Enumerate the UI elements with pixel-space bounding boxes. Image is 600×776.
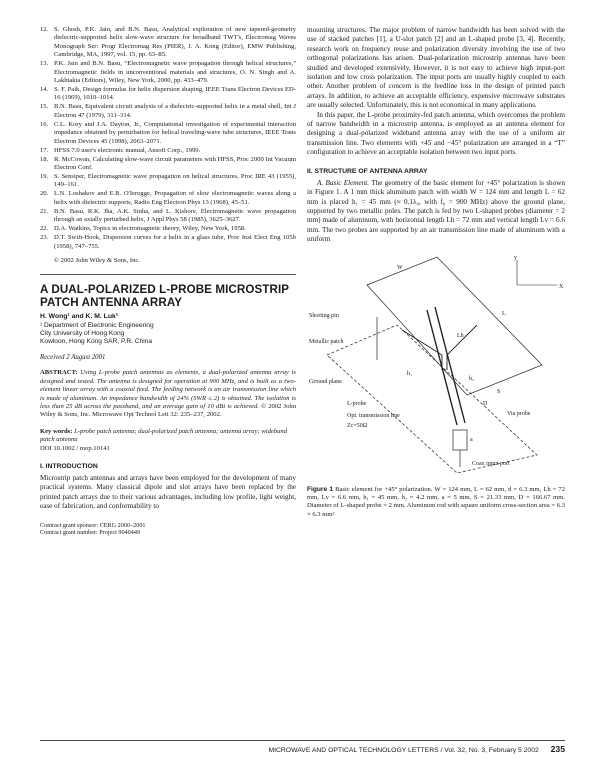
article-title: A DUAL-POLARIZED L-PROBE MICROSTRIP PATCH ANTENNA ARRAY bbox=[40, 283, 289, 310]
reference-item bbox=[40, 121, 296, 146]
page-number: 235 bbox=[550, 744, 565, 754]
label-l-probe: L-probe bbox=[347, 400, 367, 407]
received-date: Received 2 August 2001 bbox=[40, 354, 106, 362]
label-shorting-pin: Shorting pin bbox=[309, 312, 339, 319]
left-column bbox=[40, 26, 296, 537]
ground-plane-shape bbox=[327, 325, 537, 473]
reference-item bbox=[40, 173, 296, 190]
basic-element-paragraph bbox=[307, 179, 565, 245]
keywords bbox=[40, 428, 296, 453]
introduction-paragraph: Microstrip patch antennas and arrays have been employed for the development of many practical systems. Many classical dipole and slot arrays have been replaced by the printed patch arrays due to their various advantages, including low profile, light weight, ease of fabrication, and conformability to bbox=[40, 473, 296, 511]
basic-element-text: The geometry of the basic element for +45° polarization is shown in Figure 1. A 1 mm thick aluminum patch with width W = 124 mm and length L = 62 mm is placed h₁ = 45 mm (≈ 0.1λ₀, with f₀ = 900 MHz) above the ground plane, supported by two metallic poles. The patch is fed by two L-shaped probes (diameter = 2 mm) made of aluminum, with horizontal length Lh = 72 mm and vertical length Lv = 6.6 mm. The two probes are supported by an air transmission line made of aluminum with a uniform bbox=[307, 178, 565, 244]
basic-element-lead: A. Basic Element. bbox=[317, 178, 370, 187]
reference-number: 23. bbox=[40, 234, 49, 242]
reference-text: L.N. Loshakov and E.B. O'Ierogge, Propagation of slow electromagnetic waves along a helix with dielectric supports, Radio Eng Electron Phys 13 (1968), 45–51. bbox=[54, 190, 296, 206]
keywords-label: Key words: bbox=[40, 427, 73, 435]
label-s: S bbox=[497, 388, 501, 395]
reference-text: HFSS 7.0 user's electronic manual, Ansoft Corp., 1999. bbox=[54, 146, 201, 154]
reference-item bbox=[40, 147, 296, 155]
reference-number: 21. bbox=[40, 207, 49, 215]
abstract bbox=[40, 369, 296, 419]
label-via-probe: Via probe bbox=[507, 410, 531, 417]
journal-running-title: MICROWAVE AND OPTICAL TECHNOLOGY LETTERS / Vol. 32, No. 3, February 5 2002 bbox=[268, 747, 539, 754]
l-probe-2 bbox=[447, 325, 477, 370]
label-h2: h₂ bbox=[469, 375, 475, 382]
label-zc: Zc=50Ω bbox=[347, 422, 368, 429]
label-y: y bbox=[514, 254, 517, 261]
page-footer bbox=[40, 740, 565, 754]
affiliation-line-1: ¹ Department of Electronic Engineering bbox=[40, 321, 154, 329]
reference-text: S. Sensiper, Electromagnetic wave propagation on helical structures, Proc IRE 43 (1955), 149–161. bbox=[54, 173, 296, 189]
reference-text: D.T. Swift-Hook, Dispersion curves for a helix in a glass tube, Proc Inst Elect Eng 105b (1958), 747–755. bbox=[54, 234, 296, 250]
label-l: L bbox=[502, 310, 506, 317]
label-lh: Lh bbox=[457, 332, 464, 339]
keywords-text: L-probe patch antenna; dual-polarized patch antenna; antenna array; wideband patch antenna bbox=[40, 427, 288, 444]
reference-text: S. Ghosh, P.K. Jain, and B.N. Basu, Analytical exploration of new tapered-geometry dielectric-supported helix slow-wave structure for broadband TWT's, Electromag Waves Monograph Ser: Progr Electromag Res (PIER), J. A. Kong (Editor), EMW Publishing, Cambridge, MA, 1997, vol. 15, pp. 63–85. bbox=[54, 26, 296, 59]
affiliation-line-2: City University of Hong Kong bbox=[40, 329, 125, 337]
label-d: D bbox=[483, 400, 488, 407]
reference-number: 20. bbox=[40, 190, 49, 198]
reference-number: 15. bbox=[40, 103, 49, 111]
reference-item bbox=[40, 86, 296, 103]
abstract-label: ABSTRACT: bbox=[40, 369, 78, 377]
affiliation-line-3: Kowloon, Hong Kong SAR, P.R. China bbox=[40, 338, 153, 346]
footnotes bbox=[40, 522, 296, 538]
label-ground-plane: Ground plane bbox=[309, 378, 342, 385]
abstract-text: Using L-probe patch antennas as elements, a dual-polarized antenna array is designed and tested. The antenna is designed for operation at 900 MHz, and is built as a two-element linear array with a coaxial feed. The feeding network is an air transmission line which is made of aluminum. An impedance bandwidth of 24% (SWR ≤ 2) is obtained. The isolation is less than 25 dB across the passband, and an average gain of 10 dBi is achieved. bbox=[40, 369, 296, 410]
reference-number: 22. bbox=[40, 225, 49, 233]
reference-item bbox=[40, 60, 296, 85]
doi: DOI 10.1002 / mop.10141 bbox=[40, 444, 110, 452]
label-a: a bbox=[470, 436, 473, 443]
reference-number: 17. bbox=[40, 146, 49, 154]
reference-item bbox=[40, 26, 296, 60]
figure-caption-text: Basic element for +45° polarization. W = 124 mm, L = 62 mm, d = 6.3 mm, Lh = 72 mm, Lv = 6.6 mm, h₁ = 45 mm, h₂ = 4.2 mm, a = 5 mm, S = 21.33 mm, D = 166.67 mm. Diameter of L-shaped probe = 2 mm. Aluminum rod with square uniform cross-section area = 6.3 × 6.3 mm² bbox=[307, 485, 566, 518]
label-h1: h₁ bbox=[407, 370, 413, 377]
reference-text: B.N. Basu, Equivalent circuit analysis of a dielectric-supported helix in a metal shell, Int J Electron 47 (1979), 311–314. bbox=[54, 103, 296, 119]
label-x: X bbox=[559, 283, 564, 290]
abstract-tail: © 2002 John Wiley & Sons, Inc. Microwave Opt Technol Lett 32: 235–237, 2002. bbox=[40, 402, 296, 419]
copyright: © 2002 John Wiley & Sons, Inc. bbox=[54, 257, 140, 265]
reference-text: P.K. Jain and B.N. Basu, “Electromagnetic wave propagation through helical structures,” Electromagnetic fields in unconventional materials and structures, O. N. Singh and A. Lakhtakia (Editors), Wiley, New York, 2000, pp. 433–479. bbox=[54, 60, 296, 85]
reference-list bbox=[40, 26, 296, 251]
l-probe-1 bbox=[402, 330, 442, 370]
reference-number: 16. bbox=[40, 120, 49, 128]
divider bbox=[40, 274, 296, 275]
reference-item bbox=[40, 190, 296, 207]
reference-text: B.N. Basu, R.K. Jha, A.K. Sinha, and L. Kishore, Electromagnetic wave propagation through an axially perturbed helix, J Appl Phys 58 (1985), 3625–3627. bbox=[54, 207, 296, 224]
reference-number: 13. bbox=[40, 60, 49, 68]
section-heading-structure: II. STRUCTURE OF ANTENNA ARRAY bbox=[307, 167, 428, 175]
metallic-patch-shape bbox=[367, 254, 542, 395]
reference-item bbox=[40, 234, 296, 251]
footnote-sponsor: Contract grant sponsor: CERG 2000–2001 bbox=[40, 521, 146, 529]
coax-shape bbox=[453, 430, 467, 450]
reference-text: R. McCowan, Calculating slow-wave circuit parameters with HFSS, Proc 2000 Int Vacuum Electron Conf. bbox=[54, 155, 296, 172]
footnote-grant: Contract grant number: Project 9040449 bbox=[40, 529, 141, 537]
reference-item bbox=[40, 156, 296, 173]
reference-number: 12. bbox=[40, 26, 49, 33]
label-opt-line: Opt. transmission line bbox=[347, 412, 400, 419]
intro-continued: mounting structures. The major problem of narrow bandwidth has been solved with the use of stacked patches [1], a U-slot patch [2] and an L-shaped probe [3, 4]. Recently, research work on frequency reuse and polarization diversity involving the use of two orthogonal polarizations has arisen. Dual-polarization microstrip antennas have been studied and developed extensively. However, it is not easy to achieve high input-port isolation and low cross polarization. The input ports are usually highly coupled to each other. Another problem of concern is the feedline loss in the design of printed patch arrays. In addition, to achieve an acceptable efficiency, expensive microwave substrates are usually selected. Unfortunately, this is not economical in many applications. bbox=[307, 26, 565, 110]
reference-text: S. F. Paik, Design formulas for helix dispersion shaping, IEEE Trans Electron Devices ED-16 (1969), 1010–1014. bbox=[54, 86, 296, 102]
reference-item bbox=[40, 103, 296, 120]
reference-number: 18. bbox=[40, 155, 49, 163]
figure-1 bbox=[307, 255, 565, 480]
reference-number: 14. bbox=[40, 86, 49, 94]
reference-number: 19. bbox=[40, 173, 49, 181]
section-heading-introduction: I. INTRODUCTION bbox=[40, 462, 98, 470]
reference-text: C.L. Kory and J.A. Dayton, Jr., Computational investigation of experimental interaction impedance obtained by perturbation for helical traveling-wave tube structures, IEEE Trans Electron Devices 45 (1998), 2063–2071. bbox=[54, 120, 296, 145]
authors: H. Wong¹ and K. M. Luk¹ bbox=[40, 313, 119, 321]
reference-text: D.A. Watkins, Topics in electromagnetic theory, Wiley, New York, 1958. bbox=[54, 225, 246, 233]
reference-item bbox=[40, 208, 296, 225]
figure-caption-label: Figure 1 bbox=[307, 485, 334, 493]
antenna-diagram bbox=[307, 255, 565, 475]
intro-paragraph-2: In this paper, the L-probe proximity-fed patch antenna, which overcomes the problem of narrow bandwidth in a microstrip antenna, is employed as an antenna element for designing a dual-polarized wideband antenna array with the use of a uniform air transmission line. Two elements with +45 and −45° polarization are arranged in a “T” configuration to achieve an acceptable isolation between two input ports. bbox=[307, 110, 565, 157]
right-column bbox=[307, 26, 565, 519]
figure-caption bbox=[307, 486, 565, 520]
reference-item bbox=[40, 225, 296, 233]
label-coax: Coax input port bbox=[472, 460, 510, 467]
label-metallic-patch: Metallic patch bbox=[309, 338, 344, 345]
label-w: W bbox=[397, 264, 403, 271]
